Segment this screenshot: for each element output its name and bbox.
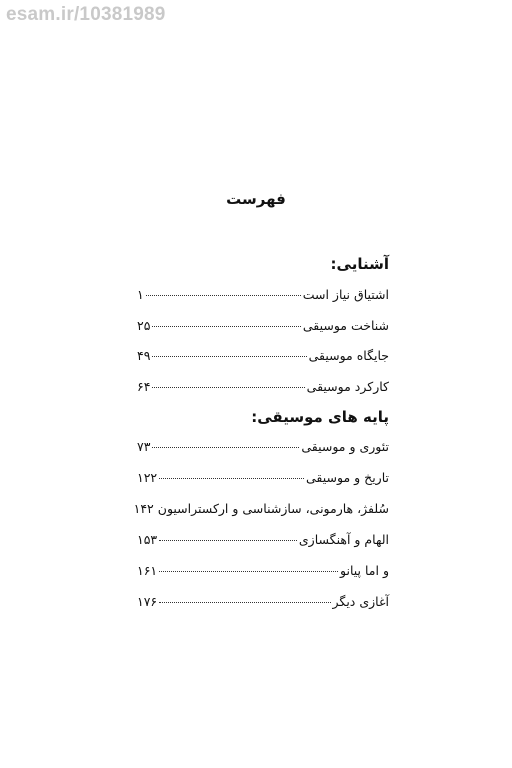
toc-entry-title: الهام و آهنگسازی [298, 532, 389, 547]
dot-leader [159, 571, 338, 572]
dot-leader [159, 602, 330, 603]
dot-leader [152, 326, 300, 327]
toc-entry[interactable] [137, 592, 389, 612]
toc-entry[interactable] [137, 437, 389, 457]
section-heading-introduction: آشنایی: [330, 255, 389, 273]
toc-entry[interactable] [137, 316, 389, 336]
toc-entry-page: ۱ [137, 287, 144, 302]
toc-entry-title: کارکرد موسیقی [306, 379, 389, 394]
toc-entry-title: سُلفژ، هارمونی، سازشناسی و ارکستراسیون [157, 501, 389, 516]
toc-entry-page: ۱۶۱ [137, 563, 158, 578]
dot-leader [152, 447, 299, 448]
site-watermark: esam.ir/10381989 [6, 4, 166, 25]
toc-entry[interactable] [137, 285, 389, 305]
toc-entry[interactable] [133, 499, 389, 519]
dot-leader [159, 478, 304, 479]
toc-entry-title: و اما پیانو [340, 563, 389, 578]
toc-entry-title: شناخت موسیقی [302, 318, 389, 333]
toc-entry[interactable] [137, 530, 389, 550]
dot-leader [146, 295, 301, 296]
toc-entry-page: ۱۲۲ [137, 470, 158, 485]
toc-entry-title: تئوری و موسیقی [301, 439, 389, 454]
section-heading-music-basics: پایه های موسیقی: [251, 408, 389, 426]
toc-entry-page: ۲۵ [137, 318, 151, 333]
toc-entry[interactable] [137, 377, 389, 397]
toc-entry-title: اشتیاق نیاز است [302, 287, 389, 302]
toc-entry[interactable] [137, 561, 389, 581]
toc-entry[interactable] [137, 346, 389, 366]
toc-entry-page: ۶۴ [137, 379, 151, 394]
toc-entry[interactable] [137, 468, 389, 488]
dot-leader [159, 540, 297, 541]
toc-entry-page: ۱۵۳ [137, 532, 158, 547]
toc-title: فهرست [226, 190, 286, 208]
toc-entry-page: ۱۷۶ [137, 594, 158, 609]
toc-entry-page: ۴۹ [137, 348, 151, 363]
toc-entry-title: تاریخ و موسیقی [306, 470, 389, 485]
toc-entry-title: آغازی دیگر [332, 594, 389, 609]
dot-leader [152, 387, 304, 388]
toc-entry-page: ۷۳ [137, 439, 151, 454]
dot-leader [152, 356, 306, 357]
toc-entry-title: جایگاه موسیقی [308, 348, 389, 363]
toc-entry-page: ۱۴۲ [133, 501, 154, 516]
